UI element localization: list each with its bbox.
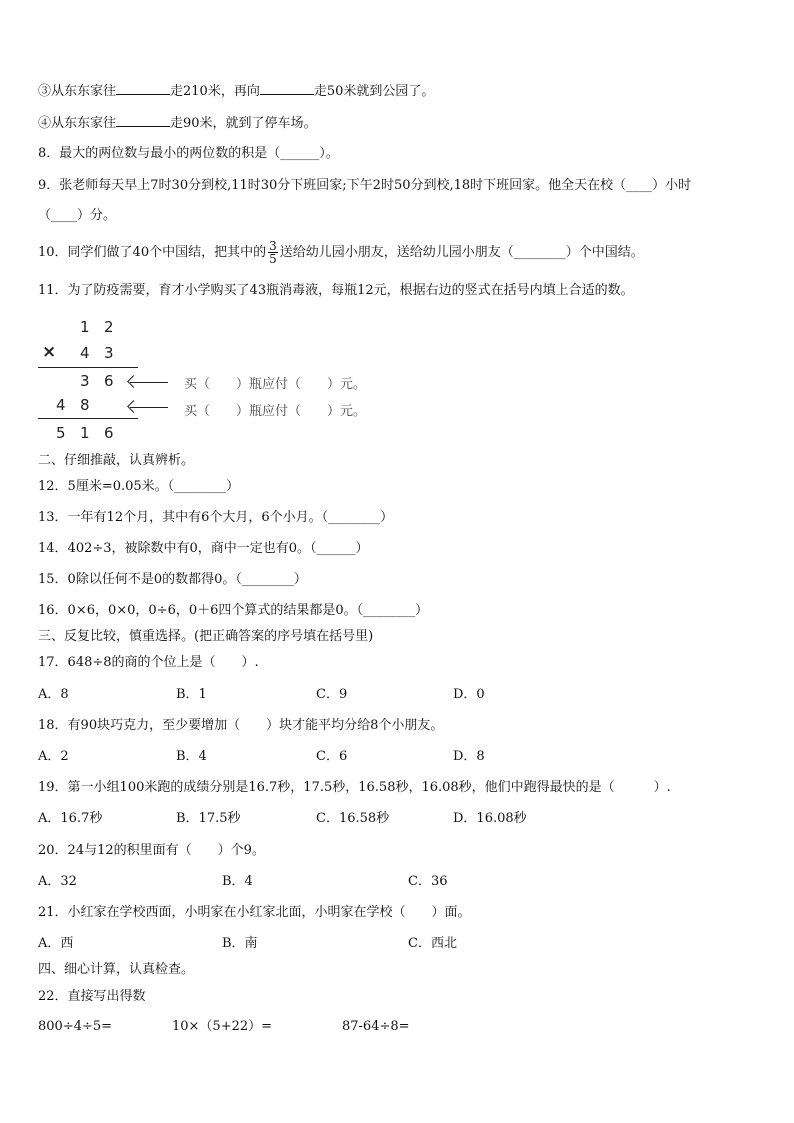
calc-item: 800÷4÷5= xyxy=(38,1019,113,1034)
option-b[interactable]: B．17.5秒 xyxy=(176,811,241,826)
question-9-line-1: 9．张老师每天早上7时30分到校,11时30分下班回家;下午2时50分到校,18时下班回家。他全天在校（____）小时 xyxy=(38,178,692,193)
question-22: 22．直接写出得数 xyxy=(38,989,146,1004)
option-c[interactable]: C．西北 xyxy=(408,936,457,951)
option-a[interactable]: A．西 xyxy=(38,936,74,951)
vertical-multiplication xyxy=(38,312,378,448)
option-b[interactable]: B．4 xyxy=(176,749,207,764)
partial-product-label-1: 买（ ）瓶应付（ ）元。 xyxy=(184,377,367,392)
question-12: 12．5厘米=0.05米。（________） xyxy=(38,479,240,494)
option-d[interactable]: D．16.08秒 xyxy=(453,811,527,826)
digit: 3 xyxy=(80,372,90,390)
option-a[interactable]: A．16.7秒 xyxy=(38,811,103,826)
fraction-three-fifths xyxy=(268,240,278,265)
q7-4-text-b: 走90米，就到了停车场。 xyxy=(170,116,317,131)
arrow-left-icon xyxy=(130,407,168,408)
arrow-left-icon xyxy=(130,382,168,383)
question-17: 17．648÷8的商的个位上是（ ）. xyxy=(38,655,259,670)
answer-blank[interactable] xyxy=(116,82,170,95)
option-c[interactable]: C．6 xyxy=(316,749,348,764)
section-4-heading: 四、细心计算，认真检查。 xyxy=(38,962,195,977)
q7-item-3 xyxy=(38,82,434,101)
question-19: 19．第一小组100米跑的成绩分别是16.7秒，17.5秒，16.58秒，16.08秒，他们中跑得最快的是（ ）. xyxy=(38,780,671,795)
option-b[interactable]: B．4 xyxy=(222,874,253,889)
answer-blank[interactable] xyxy=(116,114,170,127)
option-b[interactable]: B．南 xyxy=(222,936,258,951)
q10-text-a: 10．同学们做了40个中国结，把其中的 xyxy=(38,245,267,260)
option-c[interactable]: C．36 xyxy=(408,874,448,889)
fraction-denominator: 5 xyxy=(269,252,277,266)
question-20: 20．24与12的积里面有（ ）个9。 xyxy=(38,843,265,858)
digit: 8 xyxy=(80,396,90,414)
digit: 1 xyxy=(80,424,90,442)
option-d[interactable]: D．0 xyxy=(453,687,485,702)
question-11: 11．为了防疫需要，育才小学购买了43瓶消毒液，每瓶12元，根据右边的竖式在括号内填上合适的数。 xyxy=(38,283,634,298)
digit: 4 xyxy=(56,396,66,414)
calc-item: 10×（5+22）= xyxy=(172,1019,273,1034)
option-c[interactable]: C．16.58秒 xyxy=(316,811,390,826)
question-9-line-2: （____）分。 xyxy=(38,208,117,223)
question-18: 18．有90块巧克力，至少要增加（ ）块才能平均分给8个小朋友。 xyxy=(38,718,444,733)
digit: 3 xyxy=(104,344,114,362)
option-b[interactable]: B．1 xyxy=(176,687,207,702)
q7-3-text-b: 走210米，再向 xyxy=(170,84,260,99)
divider-line xyxy=(38,367,138,368)
question-13: 13．一年有12个月，其中有6个大月，6个小月。（________） xyxy=(38,510,394,525)
option-c[interactable]: C．9 xyxy=(316,687,348,702)
question-21: 21．小红家在学校西面，小明家在小红家北面，小明家在学校（ ）面。 xyxy=(38,905,471,920)
q10-text-b: 送给幼儿园小朋友，送给幼儿园小朋友（________）个中国结。 xyxy=(279,245,644,260)
q7-4-text-a: ④从东东家往 xyxy=(38,116,117,131)
digit: 5 xyxy=(56,424,66,442)
q7-3-text-c: 走50米就到公园了。 xyxy=(313,84,435,99)
answer-blank[interactable] xyxy=(260,82,314,95)
digit: 1 xyxy=(80,318,90,336)
option-a[interactable]: A．32 xyxy=(38,874,77,889)
multiply-sign: × xyxy=(42,342,57,362)
digit: 6 xyxy=(104,424,114,442)
question-16: 16．0×6，0×0，0÷6，0＋6四个算式的结果都是0。（________） xyxy=(38,603,429,618)
option-d[interactable]: D．8 xyxy=(453,749,485,764)
question-14: 14．402÷3，被除数中有0，商中一定也有0。（______） xyxy=(38,541,369,556)
section-3-heading: 三、反复比较，慎重选择。(把正确答案的序号填在括号里) xyxy=(38,629,374,644)
partial-product-label-2: 买（ ）瓶应付（ ）元。 xyxy=(184,404,367,419)
q7-item-4 xyxy=(38,114,317,133)
divider-line xyxy=(38,418,138,419)
question-8: 8．最大的两位数与最小的两位数的积是（______）。 xyxy=(38,146,339,161)
digit: 6 xyxy=(104,372,114,390)
question-10 xyxy=(38,238,644,268)
digit: 4 xyxy=(80,344,90,362)
digit: 2 xyxy=(104,318,114,336)
fraction-numerator: 3 xyxy=(269,239,277,253)
question-15: 15．0除以任何不是0的数都得0。（________） xyxy=(38,572,307,587)
section-2-heading: 二、仔细推敲，认真辨析。 xyxy=(38,453,195,468)
option-a[interactable]: A．8 xyxy=(38,687,69,702)
q7-3-text-a: ③从东东家往 xyxy=(38,84,117,99)
calc-item: 87-64÷8= xyxy=(342,1019,410,1034)
option-a[interactable]: A．2 xyxy=(38,749,69,764)
